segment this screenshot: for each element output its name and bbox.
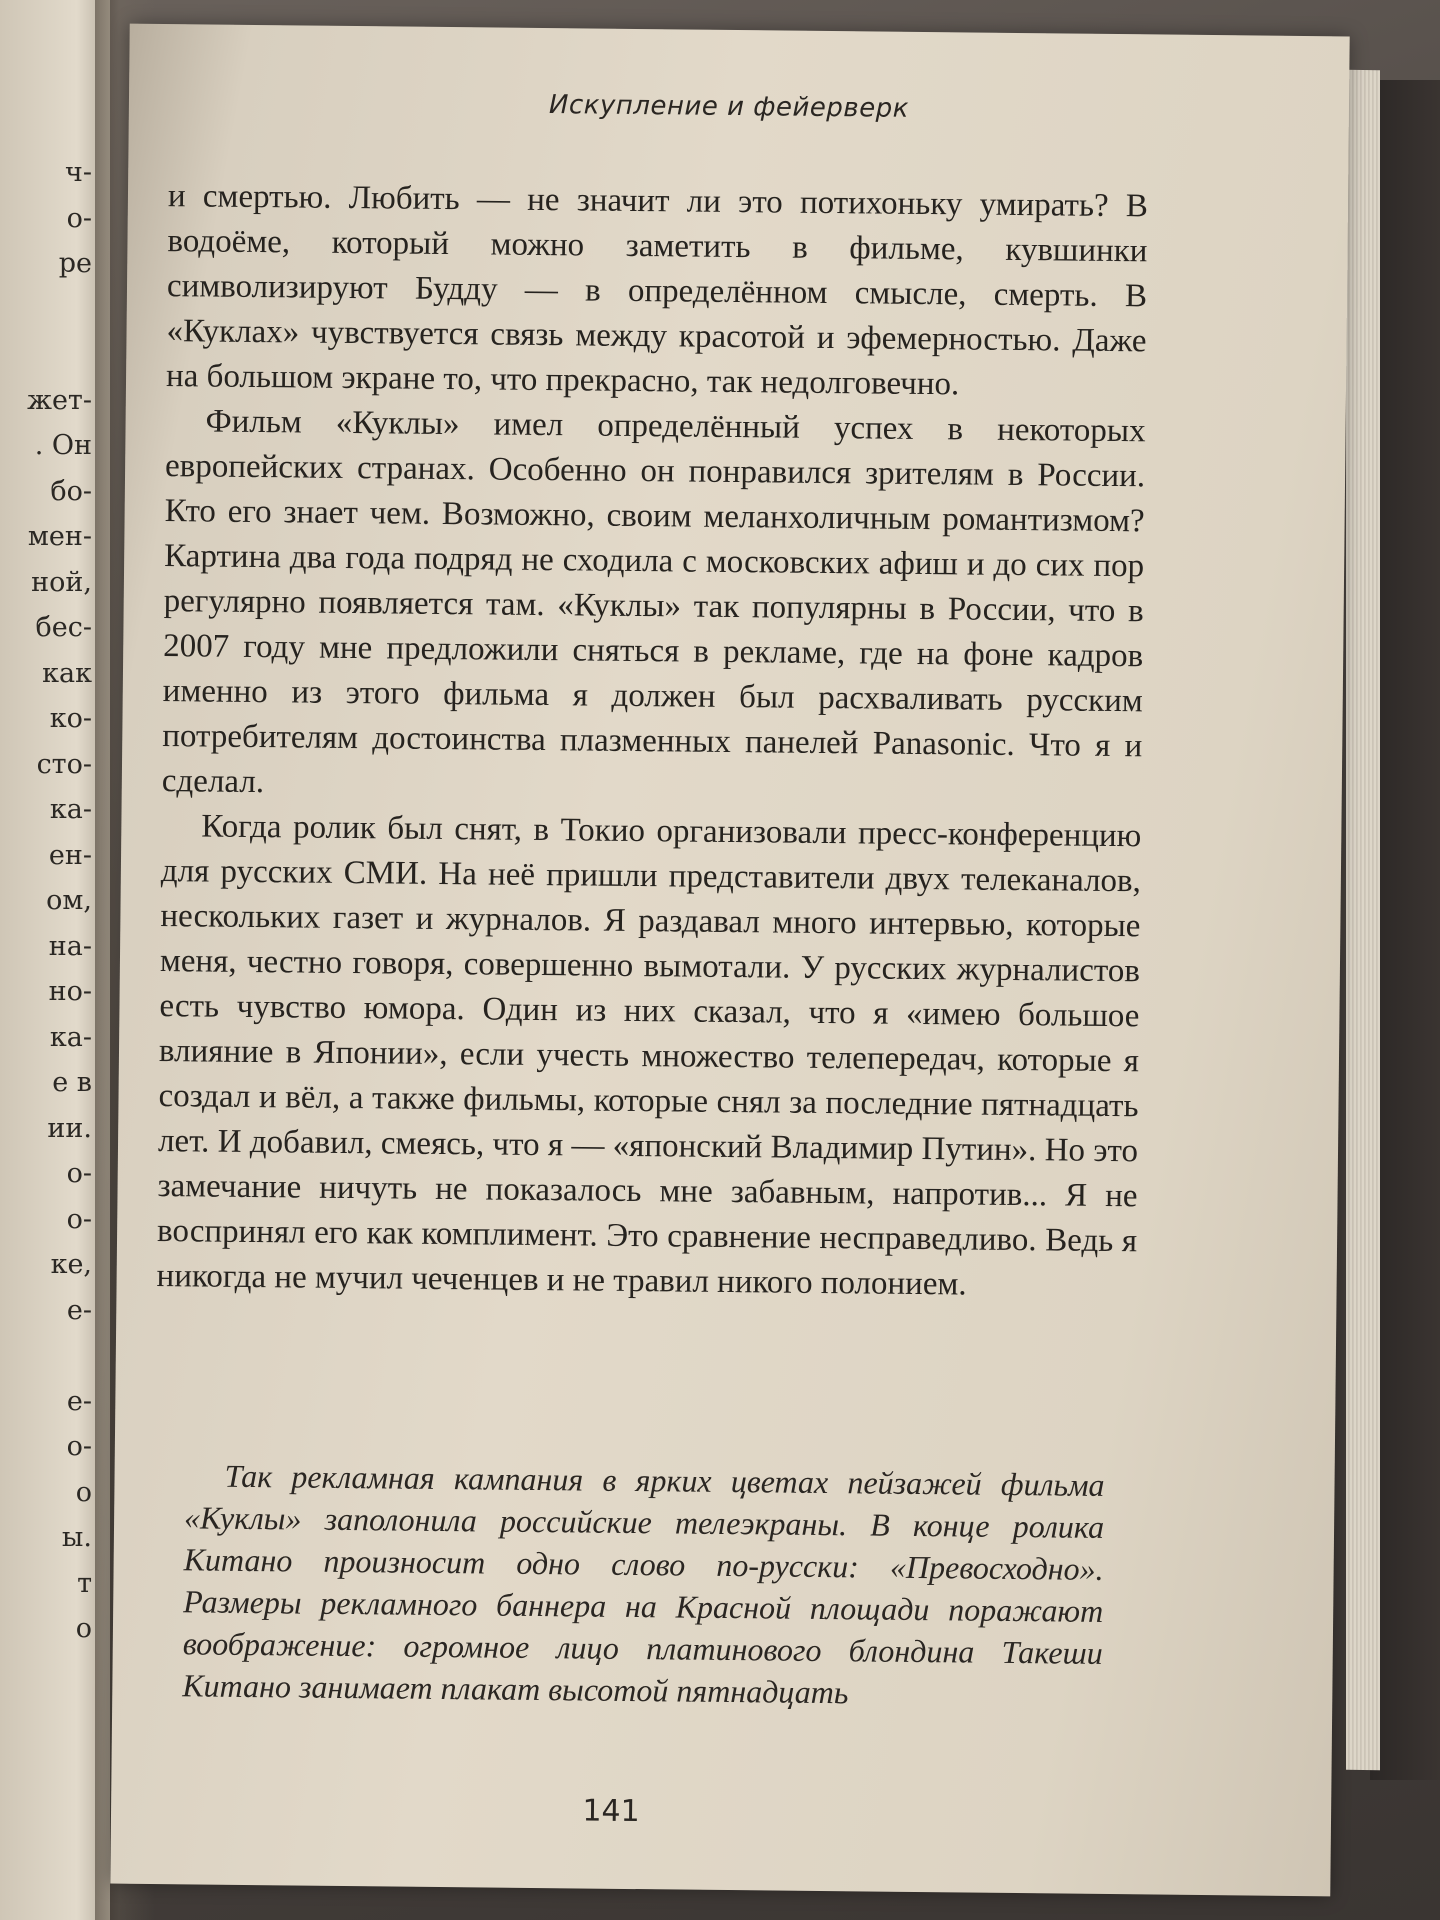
left-page-fragment: т <box>77 1567 92 1599</box>
left-page-fragment: о- <box>66 202 92 234</box>
left-page <box>0 0 110 1920</box>
left-page-fragment: ен- <box>48 839 92 871</box>
left-page-fragment: бес- <box>35 612 92 643</box>
left-page-fragment: ы. <box>61 1522 92 1553</box>
left-page-fragment: ке, <box>50 1249 92 1280</box>
left-page-fragment: ре <box>58 248 92 279</box>
left-page-fragment: . Он <box>34 430 92 461</box>
left-page-fragment: о- <box>66 1203 92 1235</box>
left-page-fragment: ом, <box>46 885 92 916</box>
left-page-fragment: ч- <box>65 157 92 188</box>
left-page-fragment: мен- <box>27 521 92 552</box>
left-page-fragment: бо- <box>50 475 92 507</box>
left-page-fragment <box>0 332 92 378</box>
paragraph-2: Фильм «Куклы» имел определённый успех в некоторых европейских странах. Особенно он понравился зрителям в России. Кто его знает чем. Возможно, своим меланхоличным романтизмом? Картина два года подряд не сходила с московских афиш и до сих пор регулярно появляется там. «Куклы» так популярны в России, что в 2007 году мне предложили сняться в рекламе, где на фоне кадров именно из этого фильма я должен был расхваливать русским потребителям достоинства плазменных панелей Panasonic. Что я и сделал. <box>161 403 1146 801</box>
left-page-fragment: е- <box>66 1294 92 1326</box>
right-page <box>110 24 1349 1897</box>
left-page-fragment: на- <box>48 930 92 962</box>
left-page-fragment <box>0 1333 92 1379</box>
left-page-fragment: но- <box>48 976 92 1007</box>
italic-paragraph: Так рекламная кампания в ярких цветах пейзажей фильма «Куклы» заполонила российские телеэкраны. В конце ролика Китано произносит одно слово по-русски: «Превосходно». Размеры рекламного баннера на Красной площади поражают воображение: огромное лицо платинового блондина Такеши Китано занимает плакат высотой пятнадцать <box>182 1457 1105 1711</box>
left-page-fragment: е- <box>66 1385 92 1417</box>
body-text <box>156 174 1148 1309</box>
left-page-fragment: ко- <box>49 703 92 734</box>
left-page-fragment: ка- <box>49 794 92 825</box>
left-page-fragment: ной, <box>31 566 92 598</box>
page-number: 141 <box>582 1793 640 1830</box>
page-edges <box>1346 70 1380 1771</box>
left-page-fragment: ка- <box>49 1021 92 1053</box>
left-page-fragment: жет- <box>27 384 92 416</box>
paragraph-1: и смертью. Любить — не значит ли это потихоньку умирать? В водоёме, который можно заметить в фильме, кувшинки символизируют Будду — в определённом смысле, смерть. В «Куклах» чувствуется связь между красотой и эфемерностью. Даже на большом экране то, что прекрасно, так недолговечно. <box>165 178 1149 403</box>
running-head: Искупление и фейерверк <box>548 90 910 124</box>
left-page-fragment: о- <box>66 1431 92 1462</box>
left-page-fragment: сто- <box>36 748 92 780</box>
left-page-text <box>0 150 92 1652</box>
paragraph-3: Когда ролик был снят, в Токио организовали пресс-конференцию для русских СМИ. На неё пришли представители двух телеканалов, нескольких газет и журналов. Я раздавал много интервью, которые меня, честно говоря, совершенно вымотали. У русских журналистов есть чувство юмора. Один из них сказал, что я «имею большое влияние в Японии», если учесть множество телепередач, которые я создал и вёл, а также фильмы, которые снял за последние пятнадцать лет. И добавил, смеясь, что я — «японский Владимир Путин». Но это замечание ничуть не показалось мне забавным, напротив... Я не воспринял его как комплимент. Это сравнение несправедливо. Ведь я никогда не мучил чеченцев и не травил никого полонием. <box>156 808 1142 1303</box>
left-page-fragment: е в <box>52 1067 92 1098</box>
left-page-fragment: о <box>75 1476 92 1508</box>
book-cover <box>1370 80 1440 1780</box>
left-page-fragment: ии. <box>47 1112 92 1144</box>
left-page-fragment <box>0 287 92 333</box>
left-page-fragment: как <box>42 657 92 689</box>
left-page-fragment: о- <box>66 1158 92 1189</box>
left-page-fragment: о <box>75 1613 92 1644</box>
